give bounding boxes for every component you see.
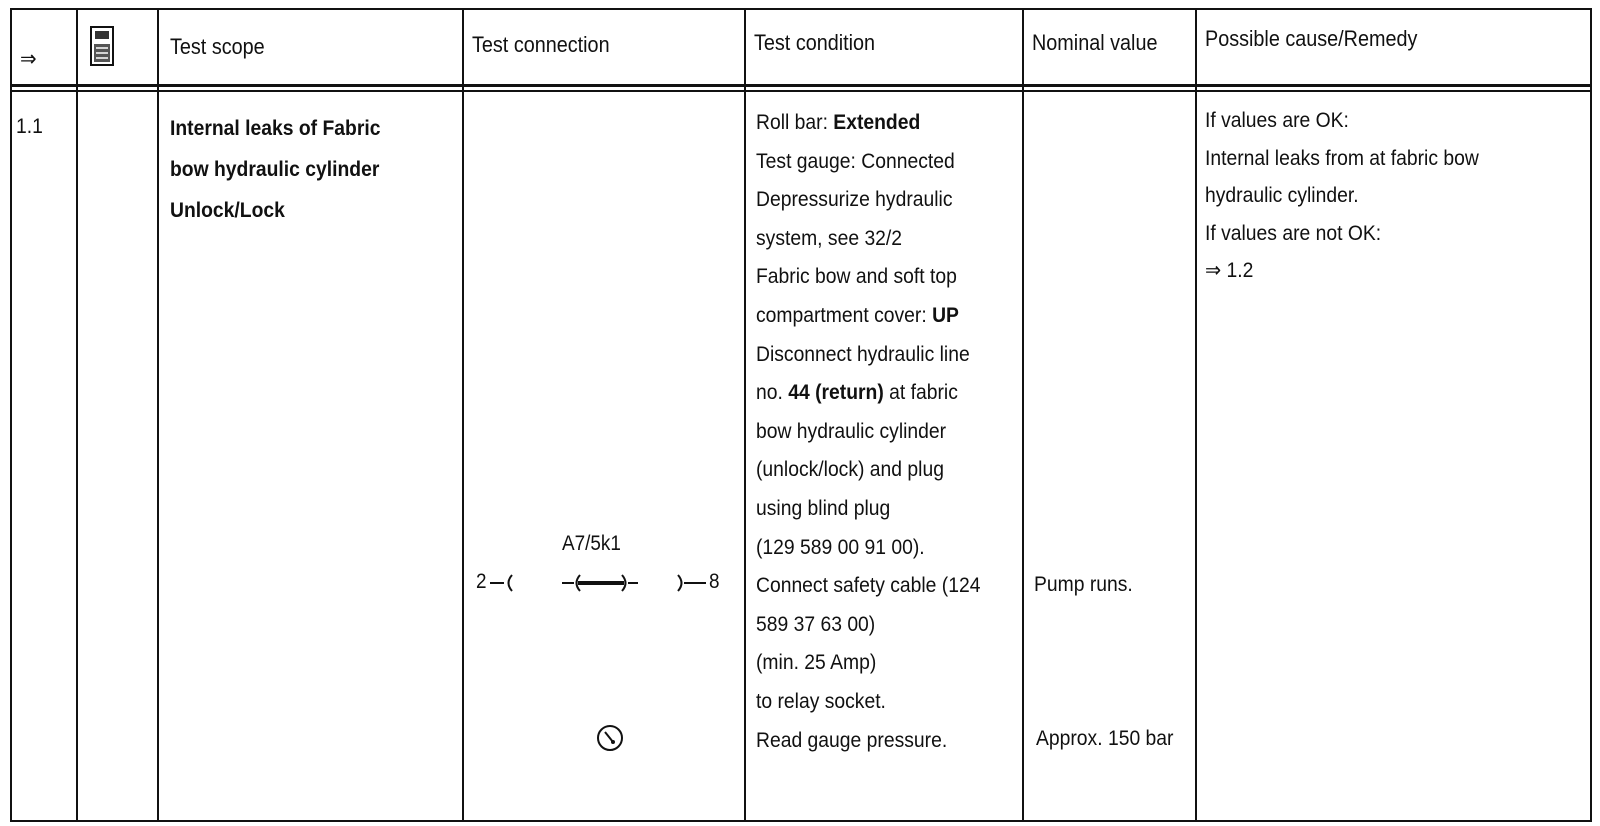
condition-line: (unlock/lock) and plug (756, 458, 944, 482)
condition-line: using blind plug (756, 496, 891, 520)
condition-line: bow hydraulic cylinder (756, 419, 947, 443)
condition-line: (129 589 00 91 00). (756, 535, 925, 559)
condition-line: Roll bar: Extended (756, 111, 921, 134)
condition-line: Connect safety cable (124 (756, 574, 981, 598)
pressure-gauge-icon (596, 724, 624, 757)
connector-symbol (490, 570, 710, 601)
column-divider (744, 10, 746, 820)
nominal-value-header: Nominal value (1032, 30, 1158, 55)
condition-line: system, see 32/2 (756, 226, 903, 250)
test-scope-header: Test scope (170, 34, 265, 59)
column-divider (76, 10, 78, 820)
arrow-column-header: ⇒ (20, 46, 37, 71)
remedy-line: hydraulic cylinder. (1205, 184, 1359, 207)
tester-device-icon (90, 26, 114, 71)
test-condition-cell (756, 104, 980, 760)
scope-line: Unlock/Lock (170, 199, 285, 222)
condition-line: compartment cover: UP (756, 303, 959, 327)
condition-line: Test gauge: Connected (756, 149, 955, 173)
remedy-cell (1205, 102, 1479, 290)
test-condition-header: Test condition (754, 30, 876, 55)
condition-line: no. 44 (return) at fabric (756, 381, 958, 405)
column-divider (1195, 10, 1197, 820)
right-pin-number: 8 (709, 570, 720, 593)
condition-line: 589 37 63 00) (756, 612, 876, 636)
header-divider (12, 84, 1590, 87)
condition-line: Fabric bow and soft top (756, 265, 957, 289)
step-number: 1.1 (16, 115, 43, 138)
column-divider (1022, 10, 1024, 820)
test-connection-header: Test connection (472, 32, 610, 57)
test-table (10, 8, 1592, 822)
scope-line: bow hydraulic cylinder (170, 158, 380, 181)
test-scope-cell (170, 108, 380, 231)
condition-line: Read gauge pressure. (756, 728, 948, 752)
condition-line: Depressurize hydraulic (756, 188, 953, 212)
column-divider (157, 10, 159, 820)
remedy-line: ⇒ 1.2 (1205, 259, 1254, 282)
scope-line: Internal leaks of Fabric (170, 117, 381, 140)
connection-label: A7/5k1 (562, 532, 621, 555)
remedy-line: If values are not OK: (1205, 221, 1382, 245)
nominal-pressure: Approx. 150 bar (1036, 727, 1174, 750)
possible-cause-header: Possible cause/Remedy (1205, 26, 1418, 51)
left-pin-number: 2 (476, 570, 487, 593)
condition-line: (min. 25 Amp) (756, 651, 877, 675)
condition-line: Disconnect hydraulic line (756, 342, 970, 366)
column-divider (462, 10, 464, 820)
condition-line: to relay socket. (756, 689, 886, 713)
remedy-line: Internal leaks from at fabric bow (1205, 146, 1479, 170)
header-divider-second (12, 90, 1590, 92)
remedy-line: If values are OK: (1205, 109, 1349, 132)
nominal-pump: Pump runs. (1034, 573, 1133, 596)
